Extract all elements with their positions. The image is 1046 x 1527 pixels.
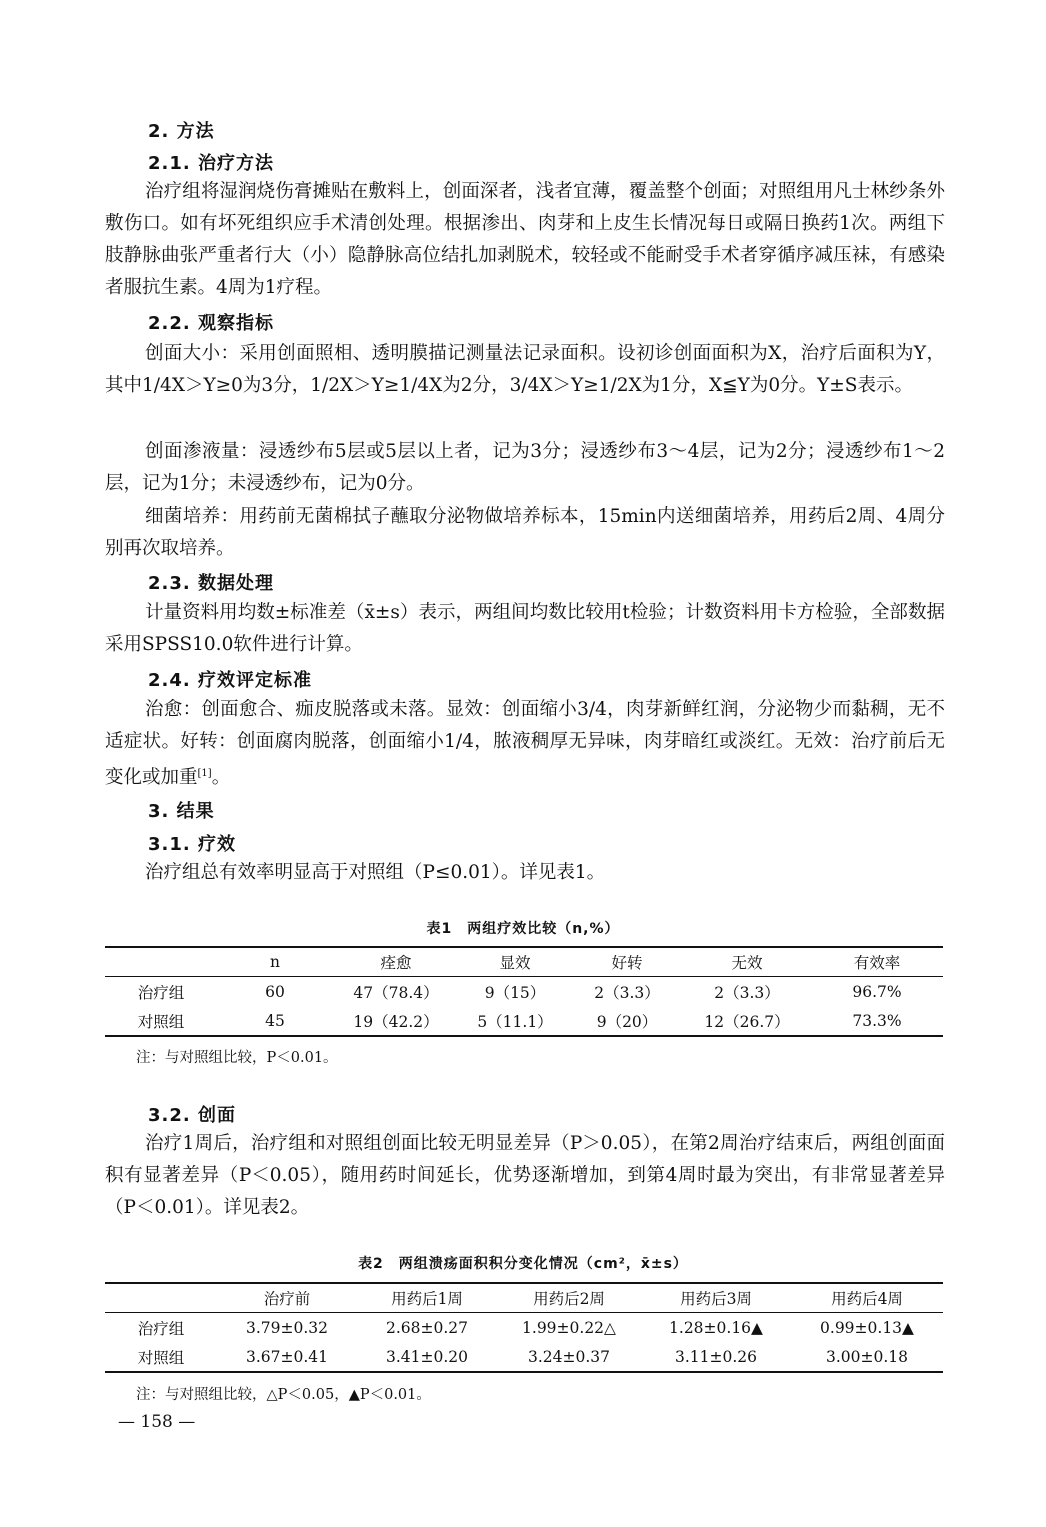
table2-header-week4: 用药后4周: [791, 1283, 943, 1313]
paragraph-criteria: 治愈：创面愈合、痂皮脱落或未落。显效：创面缩小3/4，肉芽新鲜红润，分泌物少而黏稠，无不适症状。好转：创面腐肉脱落，创面缩小1/4，脓液稠厚无异味，肉芽暗红或淡红。无效：治疗前后无变化或加重[1]。: [105, 699, 945, 789]
table2-caption: 表2 两组溃疡面积积分变化情况（cm²，x̄±s）: [358, 1256, 688, 1272]
table-row: 治疗组 60 47（78.4） 9（15） 2（3.3） 2（3.3） 96.7%: [137, 982, 902, 1002]
paragraph-bacteria: 细菌培养：用药前无菌棉拭子蘸取分泌物做培养标本，15min内送细菌培养，用药后2周、4周分别再次取培养。: [105, 506, 945, 559]
table2: [105, 1282, 943, 1373]
table2-header-before: 治疗前: [217, 1283, 357, 1313]
paragraph-data: 计量资料用均数±标准差（x̄±s）表示，两组间均数比较用t检验；计数资料用卡方检验，全部数据采用SPSS10.0软件进行计算。: [105, 602, 945, 655]
section-heading-results: 3. 结果: [148, 801, 215, 822]
paragraph-exudate: 创面渗液量：浸透纱布5层或5层以上者，记为3分；浸透纱布3～4层，记为2分；浸透纱布1～2层，记为1分；未浸透纱布，记为0分。: [105, 441, 945, 494]
section-heading-criteria: 2.4. 疗效评定标准: [148, 670, 312, 691]
paragraph-treatment: 治疗组将湿润烧伤膏摊贴在敷料上，创面深者，浅者宜薄，覆盖整个创面；对照组用凡士林纱条外敷伤口。如有坏死组织应手术清创处理。根据渗出、肉芽和上皮生长情况每日或隔日换药1次。两组下肢静脉曲张严重者行大（小）隐静脉高位结扎加剥脱术，较轻或不能耐受手术者穿循序减压袜，有感染者服抗生素。4周为1疗程。: [105, 181, 945, 298]
table1-header-rate: 有效率: [811, 947, 943, 977]
section-heading-indicators: 2.2. 观察指标: [148, 313, 274, 334]
table1-note: 注：与对照组比较，P＜0.01。: [136, 1050, 338, 1066]
table2-header-row: [105, 1283, 943, 1313]
section-heading-efficacy: 3.1. 疗效: [148, 834, 236, 855]
section-heading-wound: 3.2. 创面: [148, 1105, 236, 1126]
table2-header-week3: 用药后3周: [641, 1283, 791, 1313]
table1: [105, 946, 943, 1037]
section-heading-treatment: 2.1. 治疗方法: [148, 153, 274, 174]
section-heading-methods: 2. 方法: [148, 121, 215, 142]
reference-marker: [1]: [197, 768, 212, 779]
section-heading-data: 2.3. 数据处理: [148, 573, 274, 594]
table1-header-n: n: [217, 947, 333, 977]
table1-header-improved: 好转: [571, 947, 683, 977]
table2-header-week1: 用药后1周: [357, 1283, 497, 1313]
paragraph-efficacy: 治疗组总有效率明显高于对照组（P≤0.01）。详见表1。: [145, 862, 606, 883]
table2-note: 注：与对照组比较，△P＜0.05，▲P＜0.01。: [136, 1387, 431, 1403]
table1-caption: 表1 两组疗效比较（n,%）: [426, 921, 620, 937]
table1-header-marked: 显效: [459, 947, 571, 977]
page-number: — 158 —: [118, 1412, 196, 1432]
table2-header-week2: 用药后2周: [497, 1283, 641, 1313]
paragraph-wound: 治疗1周后，治疗组和对照组创面比较无明显差异（P＞0.05），在第2周治疗结束后，两组创面面积有显著差异（P＜0.05），随用药时间延长，优势逐渐增加，到第4周时最为突出，有非常显著差异（P＜0.01）。详见表2。: [105, 1133, 945, 1218]
table-row: 治疗组 3.79±0.32 2.68±0.27 1.99±0.22△ 1.28±0.16▲ 0.99±0.13▲: [137, 1318, 914, 1338]
table-row: 对照组 3.67±0.41 3.41±0.20 3.24±0.37 3.11±0.26 3.00±0.18: [105, 1342, 943, 1372]
table1-header-cured: 痊愈: [333, 947, 459, 977]
paragraph-wound-size: 创面大小：采用创面照相、透明膜描记测量法记录面积。设初诊创面面积为X，治疗后面积为Y，其中1/4X＞Y≥0为3分，1/2X＞Y≥1/4X为2分，3/4X＞Y≥1/2X为1分，X≦Y为0分。Y±S表示。: [105, 343, 945, 396]
table-row: 对照组 45 19（42.2） 5（11.1） 9（20） 12（26.7） 73.3%: [105, 1006, 943, 1036]
table1-header-row: [105, 947, 943, 977]
table1-header-ineffective: 无效: [683, 947, 811, 977]
